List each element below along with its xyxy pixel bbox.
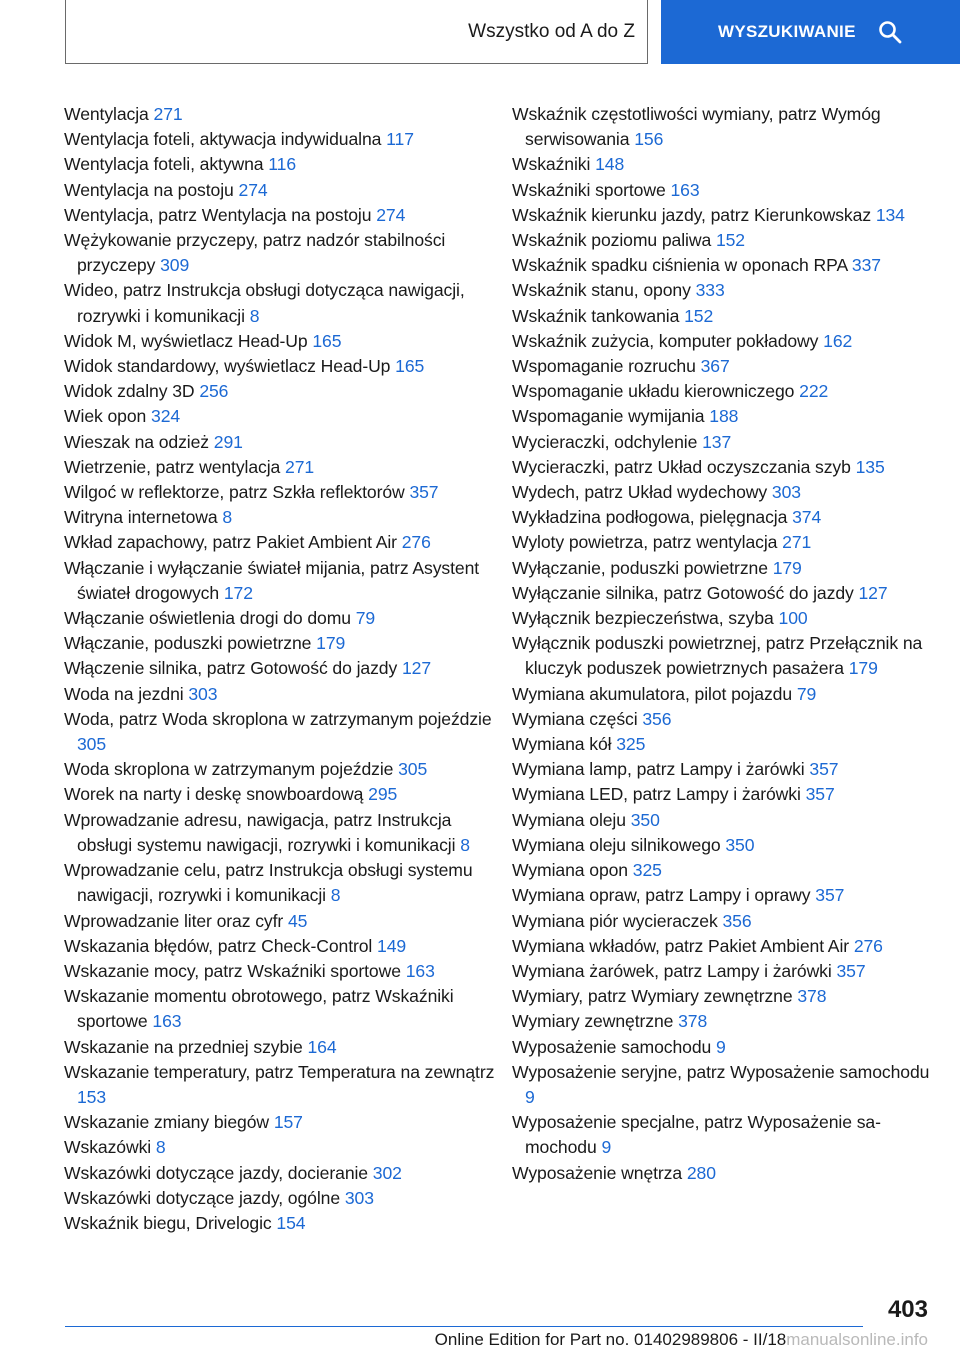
index-entry bbox=[512, 102, 942, 152]
index-entry-text: Wyposażenie wnętrza bbox=[512, 1162, 683, 1183]
index-entry bbox=[64, 127, 504, 152]
page-reference-link[interactable]: 154 bbox=[276, 1212, 306, 1233]
index-entry bbox=[64, 1110, 504, 1135]
index-entry-text: Wskaźniki sportowe bbox=[512, 179, 666, 200]
page-reference-link[interactable]: 256 bbox=[199, 381, 229, 402]
index-entry bbox=[64, 757, 504, 782]
index-entry bbox=[64, 1060, 504, 1110]
page-reference-link[interactable]: 163 bbox=[670, 179, 700, 200]
index-entry bbox=[64, 1211, 504, 1236]
page-number: 403 bbox=[887, 1296, 928, 1323]
index-entry bbox=[64, 329, 504, 354]
page-reference-link[interactable]: 357 bbox=[836, 960, 866, 981]
page-reference-link[interactable]: 152 bbox=[715, 230, 745, 251]
page-reference-link[interactable]: 165 bbox=[395, 356, 425, 377]
index-entry bbox=[512, 203, 942, 228]
page-reference-link[interactable]: 179 bbox=[848, 658, 878, 679]
index-entry-text: Widok M, wyświetlacz Head-Up bbox=[64, 330, 308, 351]
index-entry bbox=[512, 354, 942, 379]
index-entry-text: Wyposażenie specjalne, patrz Wyposażenie samochodu bbox=[512, 1112, 881, 1158]
index-entry-text: Wymiana opon bbox=[512, 860, 628, 881]
index-entry bbox=[512, 909, 942, 934]
index-entry-text: Włączanie, poduszki powietrzne bbox=[64, 633, 312, 654]
index-tab[interactable] bbox=[65, 0, 648, 64]
index-entry bbox=[512, 530, 942, 555]
index-entry bbox=[512, 1009, 942, 1034]
page-reference-link[interactable]: 134 bbox=[875, 204, 905, 225]
index-entry-text: Wykładzina podłogowa, pielęgnacja bbox=[512, 507, 788, 528]
page-reference-link[interactable]: 276 bbox=[401, 532, 431, 553]
index-entry-text: Wentylacja, patrz Wentylacja na postoju bbox=[64, 204, 372, 225]
index-entry bbox=[512, 329, 942, 354]
index-entry-text: Wyloty powietrza, patrz wentylacja bbox=[512, 532, 778, 553]
index-entry-text: Wyłącznik poduszki powietrznej, patrz Przełącznik na kluczyk poduszek powietrznych pasażera bbox=[512, 633, 923, 679]
page-reference-link[interactable]: 374 bbox=[792, 507, 822, 528]
index-entry-text: Wymiana żarówek, patrz Lampy i żarówki bbox=[512, 960, 832, 981]
search-tab[interactable] bbox=[661, 0, 960, 64]
index-entry-text: Wycieraczki, odchylenie bbox=[512, 431, 698, 452]
index-entry-text: Włączanie i wyłączanie świateł mijania, patrz Asystent świateł drogowych bbox=[64, 557, 480, 603]
page-reference-link[interactable]: 333 bbox=[695, 280, 725, 301]
page-reference-link[interactable]: 8 bbox=[249, 305, 260, 326]
page-reference-link[interactable]: 356 bbox=[722, 910, 752, 931]
page-reference-link[interactable]: 79 bbox=[355, 608, 376, 629]
page-reference-link[interactable]: 157 bbox=[273, 1112, 303, 1133]
index-entry bbox=[512, 228, 942, 253]
index-entry bbox=[512, 934, 942, 959]
index-entry bbox=[512, 858, 942, 883]
index-entry-text: Wkład zapachowy, patrz Pakiet Ambient Air bbox=[64, 532, 397, 553]
index-entry-text: Wyposażenie seryjne, patrz Wyposażenie samochodu bbox=[512, 1061, 930, 1082]
page-reference-link[interactable]: 356 bbox=[642, 708, 672, 729]
index-entry-text: Wskazanie na przedniej szybie bbox=[64, 1036, 303, 1057]
index-entry bbox=[64, 682, 504, 707]
index-column-right bbox=[512, 102, 942, 1186]
page-reference-link[interactable]: 164 bbox=[307, 1036, 337, 1057]
page-reference-link[interactable]: 100 bbox=[778, 608, 808, 629]
index-entry-text: Wymiana akumulatora, pilot pojazdu bbox=[512, 683, 793, 704]
index-entry bbox=[512, 581, 942, 606]
index-entry bbox=[64, 178, 504, 203]
index-entry bbox=[64, 152, 504, 177]
index-entry-text: Wymiana opraw, patrz Lampy i oprawy bbox=[512, 885, 811, 906]
index-entry-text: Wyłączanie, poduszki powietrzne bbox=[512, 557, 768, 578]
index-entry-text: Woda na jezdni bbox=[64, 683, 184, 704]
page-reference-link[interactable]: 291 bbox=[213, 431, 243, 452]
page-reference-link[interactable]: 179 bbox=[772, 557, 802, 578]
index-entry bbox=[64, 379, 504, 404]
page-reference-link[interactable]: 79 bbox=[796, 683, 817, 704]
index-tab-label: Wszystko od A do Z bbox=[468, 20, 635, 42]
page-reference-link[interactable]: 325 bbox=[616, 734, 646, 755]
index-entry-text: Wymiana kół bbox=[512, 734, 612, 755]
page-reference-link[interactable]: 274 bbox=[238, 179, 268, 200]
index-entry-text: Widok zdalny 3D bbox=[64, 381, 195, 402]
index-entry-text: Wentylacja bbox=[64, 104, 149, 124]
page-reference-link[interactable]: 271 bbox=[153, 104, 183, 124]
page-reference-link[interactable]: 309 bbox=[160, 255, 190, 276]
page-reference-link[interactable]: 9 bbox=[716, 1036, 726, 1057]
page-reference-link[interactable]: 152 bbox=[684, 305, 714, 326]
page-reference-link[interactable]: 274 bbox=[376, 204, 406, 225]
index-entry-text: Witryna internetowa bbox=[64, 507, 218, 528]
index-entry-text: Wycieraczki, patrz Układ oczyszczania szyb bbox=[512, 456, 851, 477]
index-entry-text: Wydech, patrz Układ wydechowy bbox=[512, 482, 768, 503]
index-entry-text: Wymiary, patrz Wymiary zewnętrzne bbox=[512, 986, 793, 1007]
index-entry-text: Włączanie oświetlenia drogi do domu bbox=[64, 608, 351, 629]
footer-brand-watermark: manualsonline.info bbox=[786, 1330, 928, 1349]
index-entry bbox=[512, 379, 942, 404]
index-entry bbox=[64, 858, 504, 908]
page-reference-link[interactable]: 8 bbox=[155, 1137, 166, 1158]
page-reference-link[interactable]: 222 bbox=[799, 381, 829, 402]
index-entry bbox=[64, 782, 504, 807]
page-reference-link[interactable]: 303 bbox=[771, 482, 801, 503]
index-entry bbox=[512, 1035, 942, 1060]
page-reference-link[interactable]: 172 bbox=[223, 582, 253, 603]
index-entry-text: Wskaźnik stanu, opony bbox=[512, 280, 691, 301]
page-reference-link[interactable]: 153 bbox=[77, 1086, 107, 1107]
page-reference-link[interactable]: 367 bbox=[700, 356, 730, 377]
index-entry-text: Wyposażenie samochodu bbox=[512, 1036, 712, 1057]
footer-divider bbox=[65, 1326, 863, 1327]
index-entry bbox=[512, 1060, 942, 1110]
index-entry bbox=[512, 682, 942, 707]
index-entry bbox=[512, 178, 942, 203]
index-entry bbox=[512, 833, 942, 858]
index-entry-text: Wieszak na odzież bbox=[64, 431, 209, 452]
page-reference-link[interactable]: 149 bbox=[377, 935, 407, 956]
page-reference-link[interactable]: 9 bbox=[601, 1137, 612, 1158]
index-entry-text: Włączenie silnika, patrz Gotowość do jazdy bbox=[64, 658, 398, 679]
index-entry bbox=[64, 1035, 504, 1060]
index-entry bbox=[64, 984, 504, 1034]
index-entry bbox=[512, 480, 942, 505]
index-entry bbox=[64, 631, 504, 656]
index-entry bbox=[64, 455, 504, 480]
index-entry bbox=[64, 808, 504, 858]
search-tab-label: WYSZUKIWANIE bbox=[718, 22, 856, 41]
page-reference-link[interactable]: 280 bbox=[686, 1162, 716, 1183]
index-entry-text: Woda, patrz Woda skroplona w zatrzymanym pojeździe bbox=[64, 708, 492, 729]
index-entry-text: Wskazówki bbox=[64, 1137, 152, 1158]
index-entry-text: Wskazanie mocy, patrz Wskaźniki sportowe bbox=[64, 960, 401, 981]
index-entry-text: Wymiana LED, patrz Lampy i żarówki bbox=[512, 784, 801, 805]
index-entry-text: Wprowadzanie celu, patrz Instrukcja obsługi systemu nawigacji, rozrywki i komunikacji bbox=[64, 860, 473, 906]
index-entry bbox=[64, 1186, 504, 1211]
index-entry bbox=[64, 404, 504, 429]
index-entry bbox=[64, 354, 504, 379]
index-entry-text: Wskaźnik biegu, Drivelogic bbox=[64, 1212, 272, 1233]
index-entry-text: Wymiana części bbox=[512, 708, 638, 729]
index-entry bbox=[64, 505, 504, 530]
index-entry bbox=[512, 984, 942, 1009]
footer-edition bbox=[0, 1330, 928, 1350]
index-entry bbox=[64, 228, 504, 278]
index-entry bbox=[64, 430, 504, 455]
index-entry bbox=[512, 808, 942, 833]
index-entry-text: Wyłącznik bezpieczeństwa, szyba bbox=[512, 608, 774, 629]
index-entry bbox=[512, 304, 942, 329]
page-reference-link[interactable]: 305 bbox=[398, 759, 428, 780]
page-reference-link[interactable]: 148 bbox=[595, 154, 625, 175]
page-reference-link[interactable]: 303 bbox=[344, 1187, 374, 1208]
page-reference-link[interactable]: 8 bbox=[460, 834, 470, 855]
index-entry bbox=[64, 909, 504, 934]
page-reference-link[interactable]: 276 bbox=[853, 935, 883, 956]
index-entry bbox=[512, 404, 942, 429]
page-reference-link[interactable]: 271 bbox=[782, 532, 812, 553]
search-icon bbox=[878, 20, 902, 44]
index-column-left bbox=[64, 102, 504, 1236]
page-reference-link[interactable]: 8 bbox=[330, 885, 341, 906]
index-entry-text: Wężykowanie przyczepy, patrz nadzór stabilności przyczepy bbox=[64, 230, 446, 276]
index-entry bbox=[64, 934, 504, 959]
index-entry bbox=[64, 1161, 504, 1186]
index-entry bbox=[64, 530, 504, 555]
index-entry-text: Wiek opon bbox=[64, 406, 147, 427]
index-entry bbox=[512, 959, 942, 984]
index-entry-text: Wskaźnik poziomu paliwa bbox=[512, 230, 712, 251]
index-entry-text: Wideo, patrz Instrukcja obsługi dotycząca nawigacji, rozrywki i komunikacji bbox=[64, 280, 465, 326]
index-entry bbox=[64, 959, 504, 984]
page-reference-link[interactable]: 350 bbox=[630, 809, 660, 830]
index-entry-text: Wietrzenie, patrz wentylacja bbox=[64, 456, 281, 477]
page-reference-link[interactable]: 116 bbox=[268, 154, 297, 175]
index-entry bbox=[512, 556, 942, 581]
index-entry bbox=[512, 253, 942, 278]
footer-edition-text: Online Edition for Part no. 01402989806 - II/18 bbox=[434, 1330, 787, 1349]
index-entry-text: Wskazówki dotyczące jazdy, ogólne bbox=[64, 1187, 341, 1208]
page-reference-link[interactable]: 324 bbox=[151, 406, 181, 427]
page-reference-link[interactable]: 45 bbox=[287, 910, 308, 931]
index-entry bbox=[512, 152, 942, 177]
index-entry bbox=[64, 102, 504, 127]
index-entry bbox=[512, 782, 942, 807]
page-reference-link[interactable]: 9 bbox=[525, 1086, 535, 1107]
index-entry-text: Woda skroplona w zatrzymanym pojeździe bbox=[64, 759, 394, 780]
index-entry bbox=[512, 1110, 942, 1160]
page-reference-link[interactable]: 357 bbox=[805, 784, 835, 805]
index-entry-text: Wilgoć w reflektorze, patrz Szkła reflektorów bbox=[64, 482, 405, 503]
page-reference-link[interactable]: 302 bbox=[372, 1162, 402, 1183]
index-entry-text: Wskaźnik tankowania bbox=[512, 305, 680, 326]
page-reference-link[interactable]: 357 bbox=[815, 885, 845, 906]
index-entry-text: Wymiana oleju silnikowego bbox=[512, 834, 721, 855]
index-entry-text: Wskazanie momentu obrotowego, patrz Wskaźniki sportowe bbox=[64, 986, 454, 1032]
page-reference-link[interactable]: 127 bbox=[858, 582, 888, 603]
page-reference-link[interactable]: 163 bbox=[152, 1011, 182, 1032]
index-entry bbox=[64, 278, 504, 328]
index-entry-text: Wyłączanie silnika, patrz Gotowość do jazdy bbox=[512, 582, 854, 603]
page-reference-link[interactable]: 357 bbox=[409, 482, 439, 503]
index-entry bbox=[64, 656, 504, 681]
index-entry-text: Wspomaganie wymijania bbox=[512, 406, 705, 427]
page-reference-link[interactable]: 163 bbox=[405, 960, 435, 981]
index-entry-text: Wskaźnik częstotliwości wymiany, patrz Wymóg serwisowania bbox=[512, 104, 881, 150]
index-entry bbox=[512, 1161, 942, 1186]
page-reference-link[interactable]: 378 bbox=[678, 1011, 708, 1032]
index-entry bbox=[64, 556, 504, 606]
page-reference-link[interactable]: 295 bbox=[368, 784, 398, 805]
index-entry bbox=[512, 278, 942, 303]
index-entry-text: Wskaźnik kierunku jazdy, patrz Kierunkowskaz bbox=[512, 204, 872, 225]
index-entry bbox=[512, 732, 942, 757]
index-entry-text: Wymiary zewnętrzne bbox=[512, 1011, 674, 1032]
index-entry-text: Wymiana oleju bbox=[512, 809, 626, 830]
index-entry-text: Wskazanie zmiany biegów bbox=[64, 1112, 270, 1133]
page-reference-link[interactable]: 127 bbox=[401, 658, 432, 679]
index-entry-text: Wentylacja na postoju bbox=[64, 179, 234, 200]
page-reference-link[interactable]: 162 bbox=[823, 330, 853, 351]
index-entry-text: Wprowadzanie adresu, nawigacja, patrz Instrukcja obsługi systemu nawigacji, rozrywki i komunikacji bbox=[64, 809, 456, 855]
index-entry bbox=[512, 631, 942, 681]
index-entry bbox=[512, 455, 942, 480]
page-reference-link[interactable]: 325 bbox=[632, 860, 662, 881]
index-entry bbox=[64, 606, 504, 631]
index-entry-text: Wspomaganie rozruchu bbox=[512, 356, 696, 377]
page-reference-link[interactable]: 337 bbox=[851, 255, 881, 276]
index-entry-text: Wskazanie temperatury, patrz Temperatura na zewnątrz bbox=[64, 1061, 495, 1082]
page-reference-link[interactable]: 303 bbox=[188, 683, 218, 704]
page-reference-link[interactable]: 135 bbox=[855, 456, 885, 477]
index-entry bbox=[512, 883, 942, 908]
index-entry bbox=[64, 707, 504, 757]
index-entry-text: Wskazówki dotyczące jazdy, docieranie bbox=[64, 1162, 368, 1183]
index-entry-text: Wprowadzanie liter oraz cyfr bbox=[64, 910, 284, 931]
index-entry bbox=[64, 480, 504, 505]
index-entry-text: Widok standardowy, wyświetlacz Head-Up bbox=[64, 356, 391, 377]
page-reference-link[interactable]: 305 bbox=[77, 734, 107, 755]
index-entry-text: Wskaźnik spadku ciśnienia w oponach RPA bbox=[512, 255, 848, 276]
index-entry-text: Wentylacja foteli, aktywacja indywidualna bbox=[64, 129, 382, 150]
page-reference-link[interactable]: 179 bbox=[316, 633, 346, 654]
index-entry-text: Wskazania błędów, patrz Check-Control bbox=[64, 935, 373, 956]
index-entry bbox=[512, 505, 942, 530]
index-entry bbox=[512, 606, 942, 631]
index-entry-text: Wskaźnik zużycia, komputer pokładowy bbox=[512, 330, 819, 351]
index-entry bbox=[64, 203, 504, 228]
index-entry-text: Wskaźniki bbox=[512, 154, 591, 175]
page-reference-link[interactable]: 188 bbox=[709, 406, 739, 427]
page-reference-link[interactable]: 271 bbox=[285, 456, 315, 477]
index-entry bbox=[512, 430, 942, 455]
page-reference-link[interactable]: 8 bbox=[222, 507, 233, 528]
page-reference-link[interactable]: 117 bbox=[386, 129, 414, 150]
page-reference-link[interactable]: 378 bbox=[797, 986, 827, 1007]
page-reference-link[interactable]: 156 bbox=[634, 129, 664, 150]
page-reference-link[interactable]: 350 bbox=[725, 834, 755, 855]
page-reference-link[interactable]: 165 bbox=[312, 330, 342, 351]
index-entry-text: Wentylacja foteli, aktywna bbox=[64, 154, 264, 175]
page-reference-link[interactable]: 357 bbox=[809, 759, 839, 780]
index-entry bbox=[512, 757, 942, 782]
index-entry bbox=[64, 1135, 504, 1160]
index-entry-text: Wymiana lamp, patrz Lampy i żarówki bbox=[512, 759, 805, 780]
page-reference-link[interactable]: 137 bbox=[702, 431, 732, 452]
index-entry-text: Worek na narty i deskę snowboardową bbox=[64, 784, 364, 805]
index-entry-text: Wymiana wkładów, patrz Pakiet Ambient Air bbox=[512, 935, 850, 956]
index-entry-text: Wspomaganie układu kierowniczego bbox=[512, 381, 795, 402]
index-entry bbox=[512, 707, 942, 732]
index-entry-text: Wymiana piór wycieraczek bbox=[512, 910, 718, 931]
